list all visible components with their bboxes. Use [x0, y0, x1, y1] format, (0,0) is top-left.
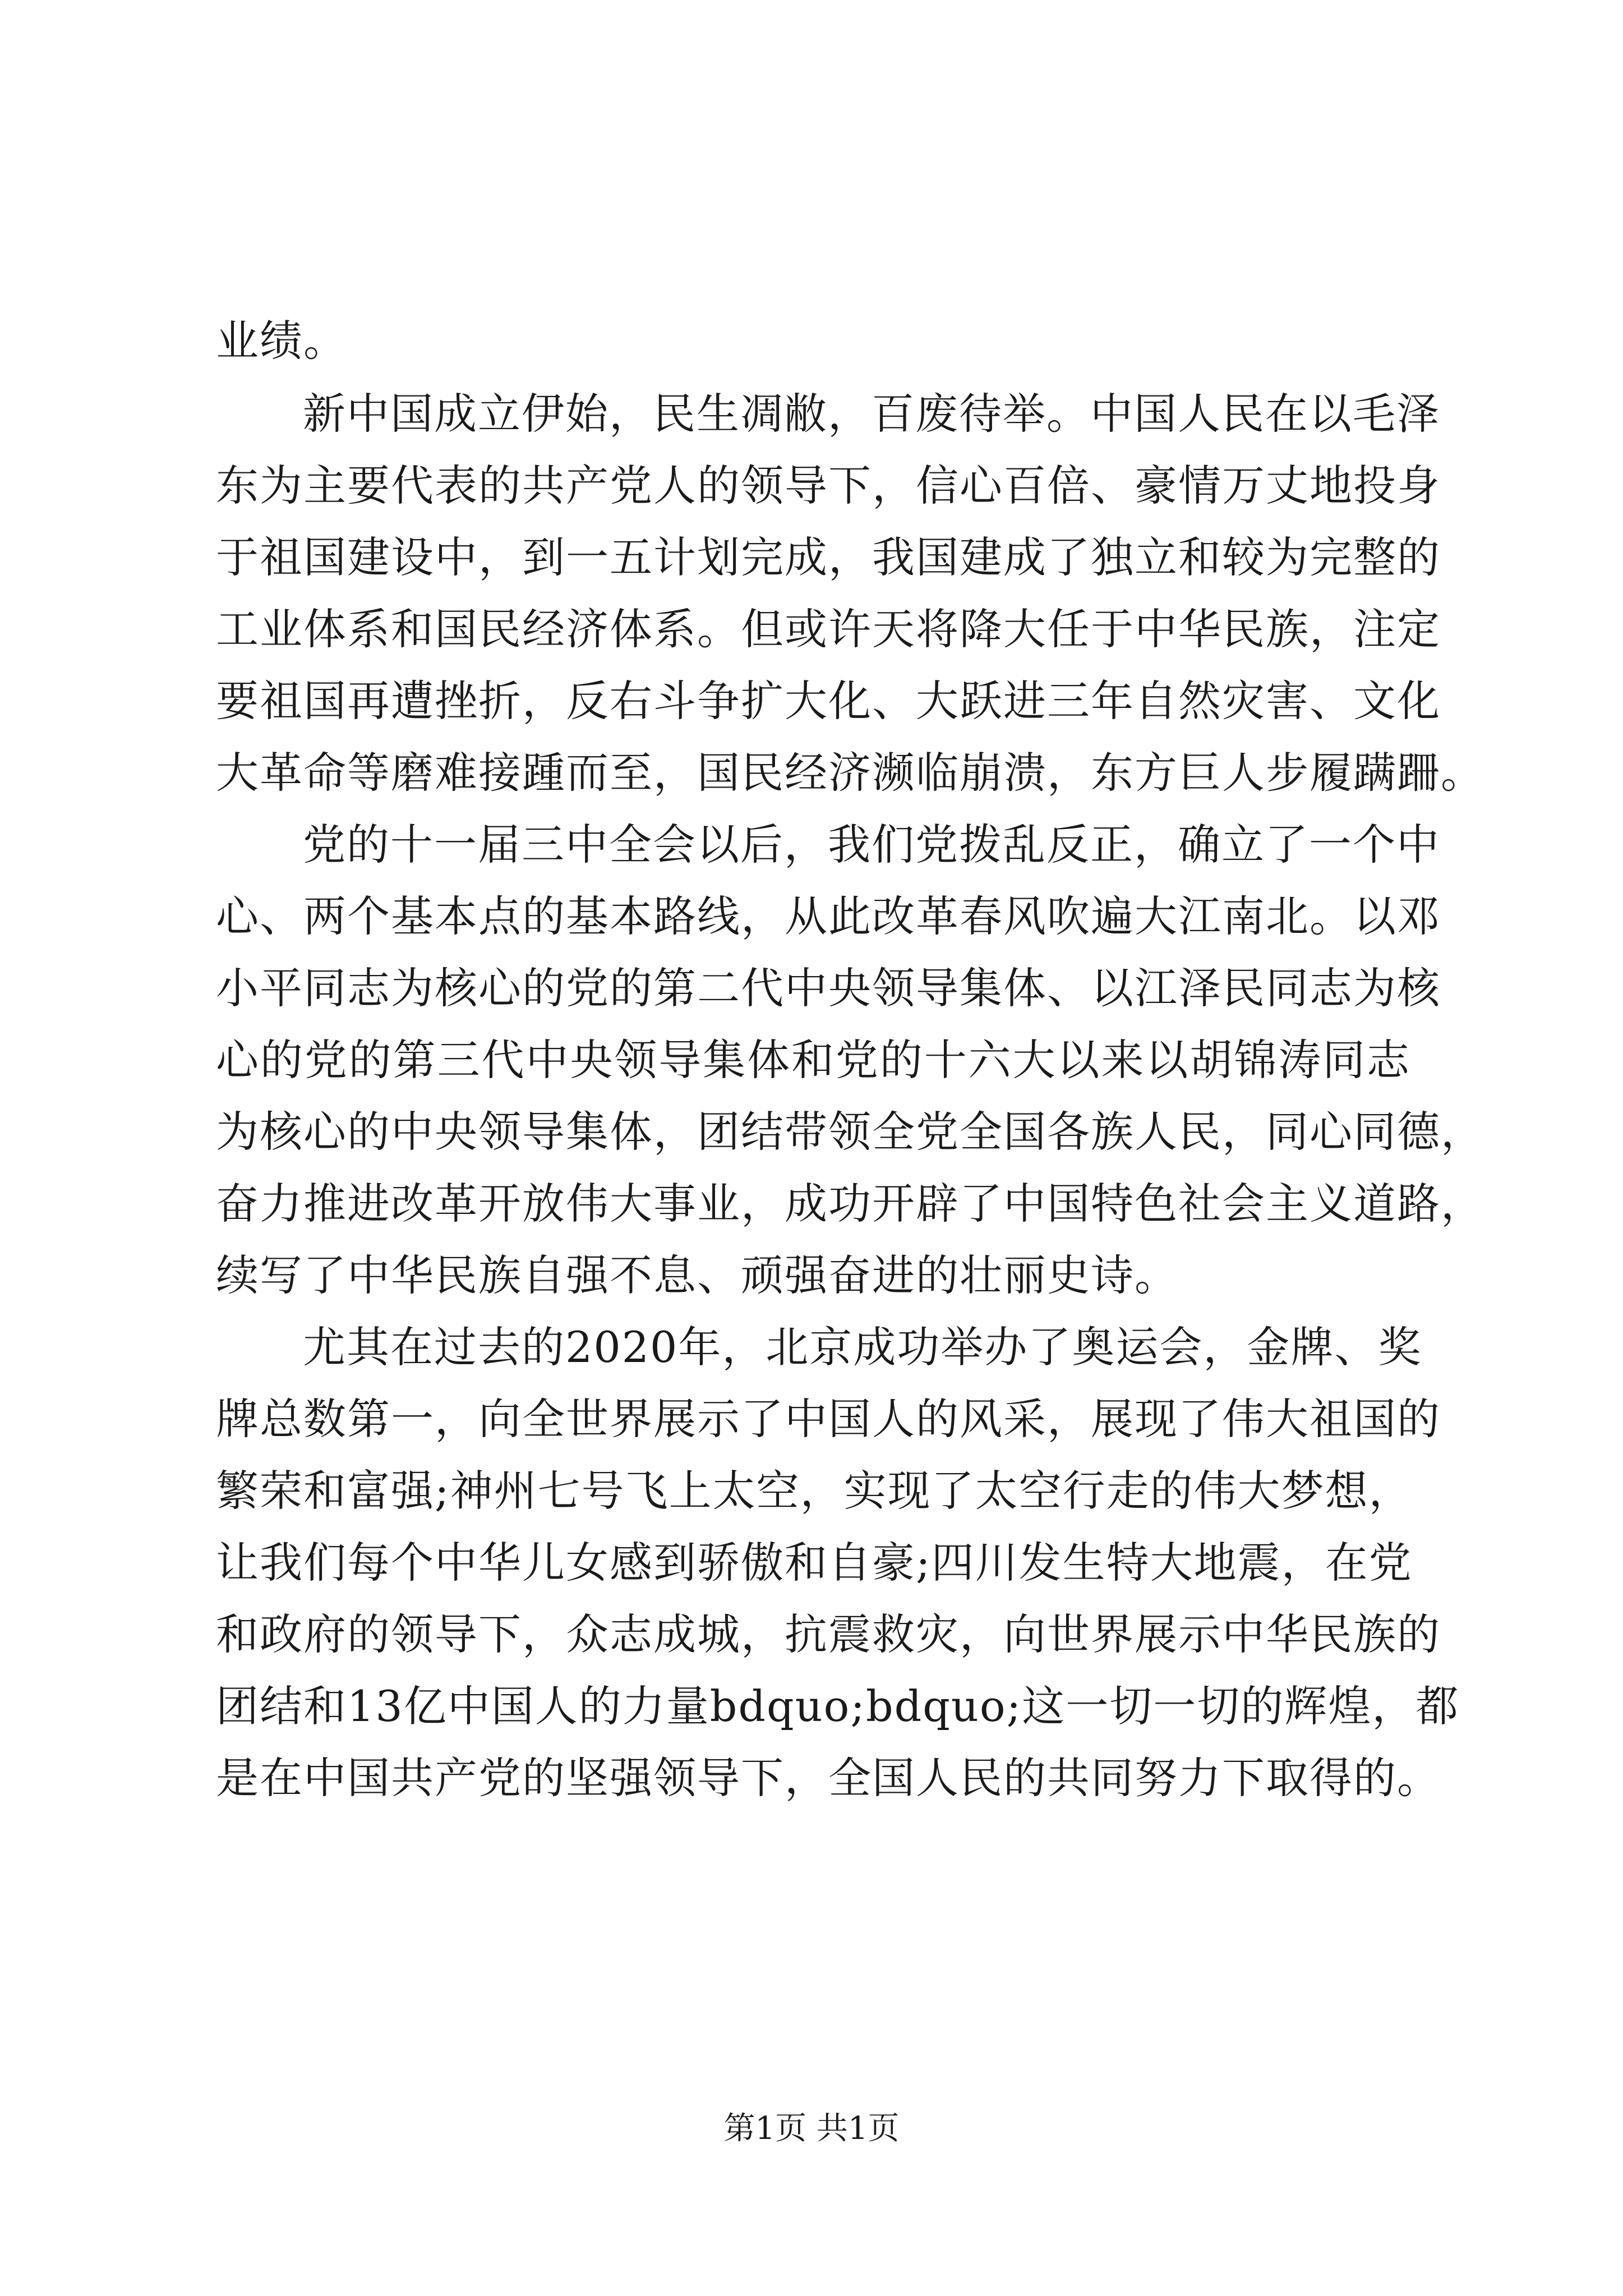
- paragraph-line: 新中国成立伊始，民生凋敝，百废待举。中国人民在以毛泽: [303, 389, 1440, 439]
- paragraph-line: 为核心的中央领导集体，团结带领全党全国各族人民，同心同德，: [216, 1107, 1484, 1157]
- paragraph-line: 繁荣和富强;神州七号飞上太空，实现了太空行走的伟大梦想，: [216, 1466, 1413, 1516]
- paragraph-line: 心的党的第三代中央领导集体和党的十六大以来以胡锦涛同志: [216, 1035, 1410, 1085]
- paragraph-line: 业绩。: [216, 316, 347, 366]
- paragraph-line: 党的十一届三中全会以后，我们党拨乱反正，确立了一个中: [303, 820, 1440, 869]
- paragraph-line: 是在中国共产党的坚强领导下，全国人民的共同努力下取得的。: [216, 1753, 1441, 1803]
- paragraph-line: 续写了中华民族自强不息、顽强奋进的壮丽史诗。: [216, 1250, 1178, 1300]
- paragraph-line: 奋力推进改革开放伟大事业，成功开辟了中国特色社会主义道路，: [216, 1179, 1484, 1228]
- paragraph-line: 和政府的领导下，众志成城，抗震救灾，向世界展示中华民族的: [216, 1609, 1441, 1659]
- page-footer: 第1页 共1页: [723, 2110, 900, 2147]
- paragraph-line: 小平同志为核心的党的第二代中央领导集体、以江泽民同志为核: [216, 963, 1441, 1013]
- paragraph-line: 牌总数第一，向全世界展示了中国人的风采，展现了伟大祖国的: [216, 1394, 1441, 1444]
- paragraph-line: 让我们每个中华儿女感到骄傲和自豪;四川发生特大地震，在党: [216, 1538, 1413, 1588]
- paragraph-line: 心、两个基本点的基本路线，从此改革春风吹遍大江南北。以邓: [216, 891, 1441, 941]
- paragraph-line: 东为主要代表的共产党人的领导下，信心百倍、豪情万丈地投身: [216, 461, 1441, 510]
- paragraph-line: 于祖国建设中，到一五计划完成，我国建成了独立和较为完整的: [216, 532, 1441, 582]
- paragraph-line: 尤其在过去的2020年，北京成功举办了奥运会，金牌、奖: [303, 1322, 1422, 1372]
- paragraph-line: 大革命等磨难接踵而至，国民经济濒临崩溃，东方巨人步履蹒跚。: [216, 748, 1484, 798]
- paragraph-line: 要祖国再遭挫折，反右斗争扩大化、大跃进三年自然灾害、文化: [216, 676, 1441, 726]
- paragraph-line: 团结和13亿中国人的力量bdquo;bdquo;这一切一切的辉煌，都: [216, 1681, 1460, 1731]
- paragraph-line: 工业体系和国民经济体系。但或许天将降大任于中华民族，注定: [216, 604, 1441, 654]
